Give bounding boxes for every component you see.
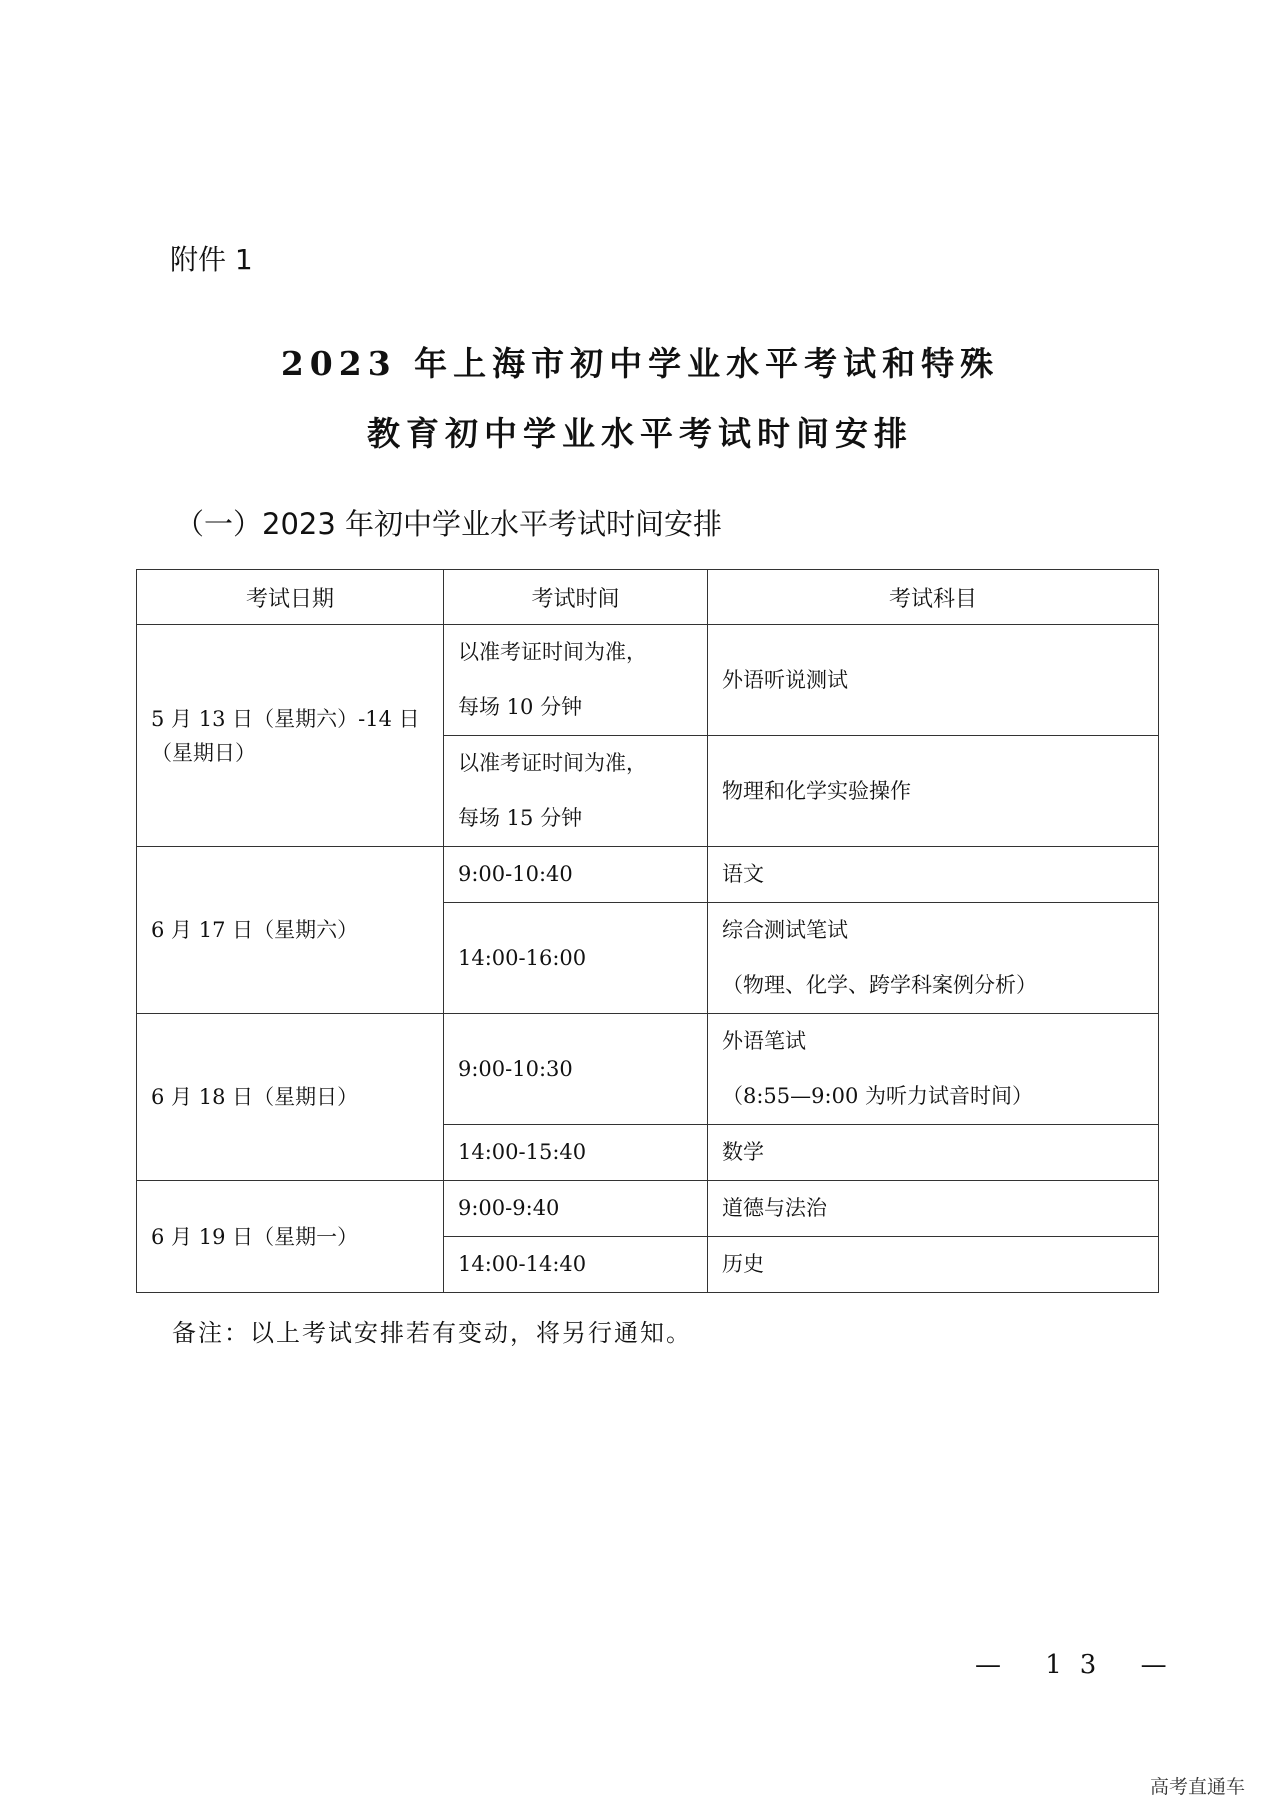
- exam-subject-line: 道德与法治: [722, 1196, 827, 1220]
- exam-date-cell: 6 月 18 日（星期日）: [137, 1014, 444, 1181]
- exam-date-cell: 6 月 19 日（星期一）: [137, 1181, 444, 1293]
- header-exam-subject: 考试科目: [708, 570, 1159, 625]
- table-row: [137, 847, 1159, 903]
- exam-subject-line: 外语听说测试: [722, 667, 848, 692]
- remark-note: 备注：以上考试安排若有变动，将另行通知。: [172, 1319, 692, 1347]
- document-title-line-2: 教育初中学业水平考试时间安排: [367, 414, 913, 453]
- exam-date-cell: 6 月 17 日（星期六）: [137, 847, 444, 1014]
- header-exam-date: 考试日期: [137, 570, 444, 625]
- table-row: [137, 625, 1159, 736]
- document-title-line-1: 2023 年上海市初中学业水平考试和特殊: [280, 344, 1000, 383]
- exam-time-cell: [444, 1014, 708, 1125]
- exam-subject-line: 语文: [722, 862, 764, 886]
- exam-subject-line: （物理、化学、跨学科案例分析）: [722, 973, 1037, 997]
- exam-subject-line: 外语笔试: [722, 1029, 806, 1053]
- exam-time-line: 14:00-14:40: [458, 1252, 587, 1276]
- exam-subject-cell: [708, 736, 1159, 847]
- exam-subject-cell: [708, 903, 1159, 1014]
- exam-time-line: 以准考证时间为准，: [458, 640, 647, 664]
- exam-subject-line: （8:55—9:00 为听力试音时间）: [722, 1084, 1033, 1108]
- exam-schedule-table: [136, 569, 1159, 1293]
- exam-time-line: 14:00-16:00: [458, 945, 587, 970]
- watermark-text: 高考直通车: [1150, 1776, 1246, 1798]
- exam-subject-cell: [708, 1125, 1159, 1181]
- exam-time-cell: [444, 625, 708, 736]
- table-row: [137, 1181, 1159, 1237]
- exam-time-line: 9:00-9:40: [458, 1196, 560, 1220]
- exam-subject-line: 综合测试笔试: [722, 918, 848, 942]
- exam-time-line: 14:00-15:40: [458, 1140, 587, 1164]
- exam-time-cell: [444, 736, 708, 847]
- exam-subject-cell: [708, 847, 1159, 903]
- exam-time-line: 9:00-10:30: [458, 1056, 573, 1081]
- section-heading: （一）2023 年初中学业水平考试时间安排: [175, 507, 723, 541]
- exam-subject-line: 历史: [722, 1252, 764, 1276]
- exam-subject-line: 物理和化学实验操作: [722, 778, 911, 803]
- exam-subject-cell: [708, 1181, 1159, 1237]
- exam-time-cell: [444, 1125, 708, 1181]
- exam-time-cell: [444, 847, 708, 903]
- exam-subject-cell: [708, 625, 1159, 736]
- exam-time-cell: [444, 903, 708, 1014]
- exam-subject-line: 数学: [722, 1140, 764, 1164]
- table-header-row: [137, 570, 1159, 625]
- attachment-label: 附件 1: [170, 243, 253, 276]
- exam-time-cell: [444, 1181, 708, 1237]
- exam-time-line: 9:00-10:40: [458, 862, 573, 886]
- exam-date-cell: 5 月 13 日（星期六）-14 日（星期日）: [137, 625, 444, 847]
- header-exam-time: 考试时间: [444, 570, 708, 625]
- exam-subject-cell: [708, 1237, 1159, 1293]
- exam-time-line: 以准考证时间为准，: [458, 751, 647, 775]
- exam-time-line: 每场 15 分钟: [458, 806, 583, 830]
- page-number: — 13 —: [975, 1650, 1185, 1680]
- table-row: [137, 1014, 1159, 1125]
- exam-time-cell: [444, 1237, 708, 1293]
- exam-time-line: 每场 10 分钟: [458, 695, 583, 719]
- exam-subject-cell: [708, 1014, 1159, 1125]
